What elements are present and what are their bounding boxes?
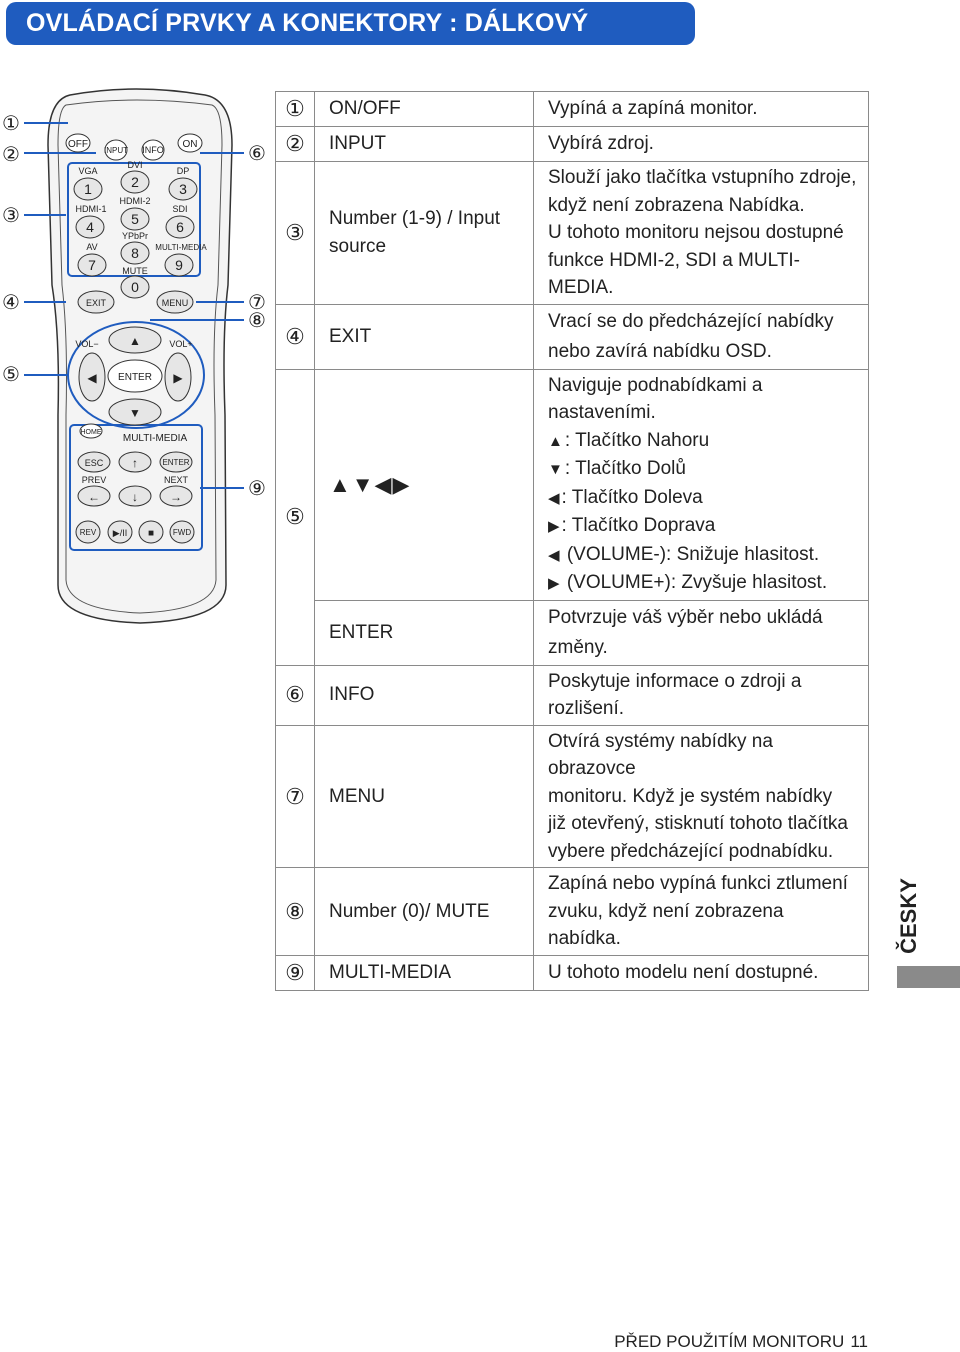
svg-text:ENTER: ENTER <box>162 458 190 467</box>
svg-text:▲: ▲ <box>129 334 141 348</box>
svg-text:MULTI-MEDIA: MULTI-MEDIA <box>155 243 207 252</box>
callout-1: ① <box>2 113 20 135</box>
svg-text:◀: ◀ <box>87 371 97 385</box>
remote-control-illustration <box>0 85 275 625</box>
input-button: INPUT <box>104 146 128 155</box>
svg-text:HOME: HOME <box>80 429 102 436</box>
callout-9: ⑨ <box>248 478 266 500</box>
svg-text:↓: ↓ <box>132 490 138 504</box>
table-row: ① ON/OFF Vypíná a zapíná monitor. <box>276 92 869 127</box>
language-tab-bar <box>897 966 960 988</box>
svg-text:▶/II: ▶/II <box>112 528 128 538</box>
page-footer <box>614 1332 868 1352</box>
callout-4: ④ <box>2 292 20 314</box>
on-button: ON <box>182 139 198 150</box>
callout-3: ③ <box>2 205 20 227</box>
language-tab: ČESKY <box>896 878 921 954</box>
info-button: INFO <box>142 145 164 155</box>
svg-text:8: 8 <box>131 245 139 261</box>
menu-button: MENU <box>161 298 189 308</box>
callout-5: ⑤ <box>2 364 20 386</box>
exit-button: EXIT <box>85 298 107 308</box>
svg-text:→: → <box>170 490 182 504</box>
svg-text:3: 3 <box>179 181 187 197</box>
table-row: ⑤ ▲▼◀▶ Naviguje podnabídkami a nastaveními. ▲ : Tlačítko Nahoru ▼ : Tlačítko Dolů ◀ : Tlačítko Doleva ▶ : Tlačítko Doprava ◀ (VOLUME-): Snižuje hlasitost. ▶ (VOLUME+): Zvyšuje hlasitost. <box>276 369 869 600</box>
off-button: OFF <box>68 139 88 150</box>
callout-8: ⑧ <box>248 310 266 332</box>
svg-text:9: 9 <box>175 257 183 273</box>
svg-text:2: 2 <box>131 174 139 190</box>
svg-text:YPbPr: YPbPr <box>121 231 149 241</box>
svg-text:VOL−: VOL− <box>75 339 99 349</box>
footer-text: PŘED POUŽITÍM MONITORU <box>614 1332 845 1351</box>
svg-text:FWD: FWD <box>172 528 192 537</box>
page-number: 11 <box>850 1332 868 1351</box>
table-row: ④ EXIT Vrací se do předcházející nabídky nebo zavírá nabídku OSD. <box>276 304 869 369</box>
svg-text:HDMI-1: HDMI-1 <box>75 204 107 214</box>
table-row: ⑦ MENU Otvírá systémy nabídky na obrazovce monitoru. Když je systém nabídky již otevřený, stisknutí tohoto tlačítka vybere předcházející podnabídku. <box>276 725 869 868</box>
table-row: ENTER Potvrzuje váš výběr nebo ukládá změny. <box>276 600 869 665</box>
table-row: ⑥ INFO Poskytuje informace o zdroji a rozlišení. <box>276 665 869 725</box>
page-title: OVLÁDACÍ PRVKY A KONEKTORY : DÁLKOVÝ OVLADAČ <box>6 2 695 45</box>
svg-text:7: 7 <box>88 257 96 273</box>
callout-6: ⑥ <box>248 143 266 165</box>
svg-text:PREV: PREV <box>81 475 107 485</box>
svg-text:←: ← <box>88 490 100 504</box>
svg-text:DP: DP <box>176 166 190 176</box>
svg-text:MUTE: MUTE <box>122 266 148 276</box>
svg-text:■: ■ <box>147 528 155 539</box>
svg-text:▶: ▶ <box>173 371 183 385</box>
enter-button: ENTER <box>118 372 152 383</box>
table-row: ⑧ Number (0)/ MUTE Zapíná nebo vypíná funkci ztlumení zvuku, když není zobrazena nabídka. <box>276 868 869 956</box>
svg-text:↑: ↑ <box>132 456 138 470</box>
svg-text:▼: ▼ <box>129 406 141 420</box>
svg-text:HDMI-2: HDMI-2 <box>119 196 151 206</box>
svg-text:6: 6 <box>176 219 184 235</box>
svg-text:MULTI-MEDIA: MULTI-MEDIA <box>122 433 188 444</box>
svg-text:ESC: ESC <box>84 458 104 468</box>
svg-text:NEXT: NEXT <box>163 475 189 485</box>
svg-text:1: 1 <box>84 181 92 197</box>
svg-text:AV: AV <box>86 242 98 252</box>
svg-text:4: 4 <box>86 219 94 235</box>
callout-2: ② <box>2 144 20 166</box>
table-row: ③ Number (1-9) / Input source Slouží jako tlačítka vstupního zdroje, když není zobrazena Nabídka. U tohoto monitoru nejsou dostupné funkce HDMI-2, SDI a MULTI-MEDIA. <box>276 162 869 305</box>
svg-text:REV: REV <box>79 528 97 537</box>
svg-text:VOL+: VOL+ <box>169 339 193 349</box>
table-row: ⑨ MULTI-MEDIA U tohoto modelu není dostupné. <box>276 955 869 990</box>
svg-text:DVI: DVI <box>127 160 143 170</box>
svg-text:VGA: VGA <box>78 166 98 176</box>
svg-text:5: 5 <box>131 211 139 227</box>
callout-7: ⑦ <box>248 292 266 314</box>
svg-text:0: 0 <box>131 279 139 295</box>
controls-table <box>275 91 869 991</box>
svg-text:SDI: SDI <box>172 204 188 214</box>
table-row: ② INPUT Vybírá zdroj. <box>276 127 869 162</box>
